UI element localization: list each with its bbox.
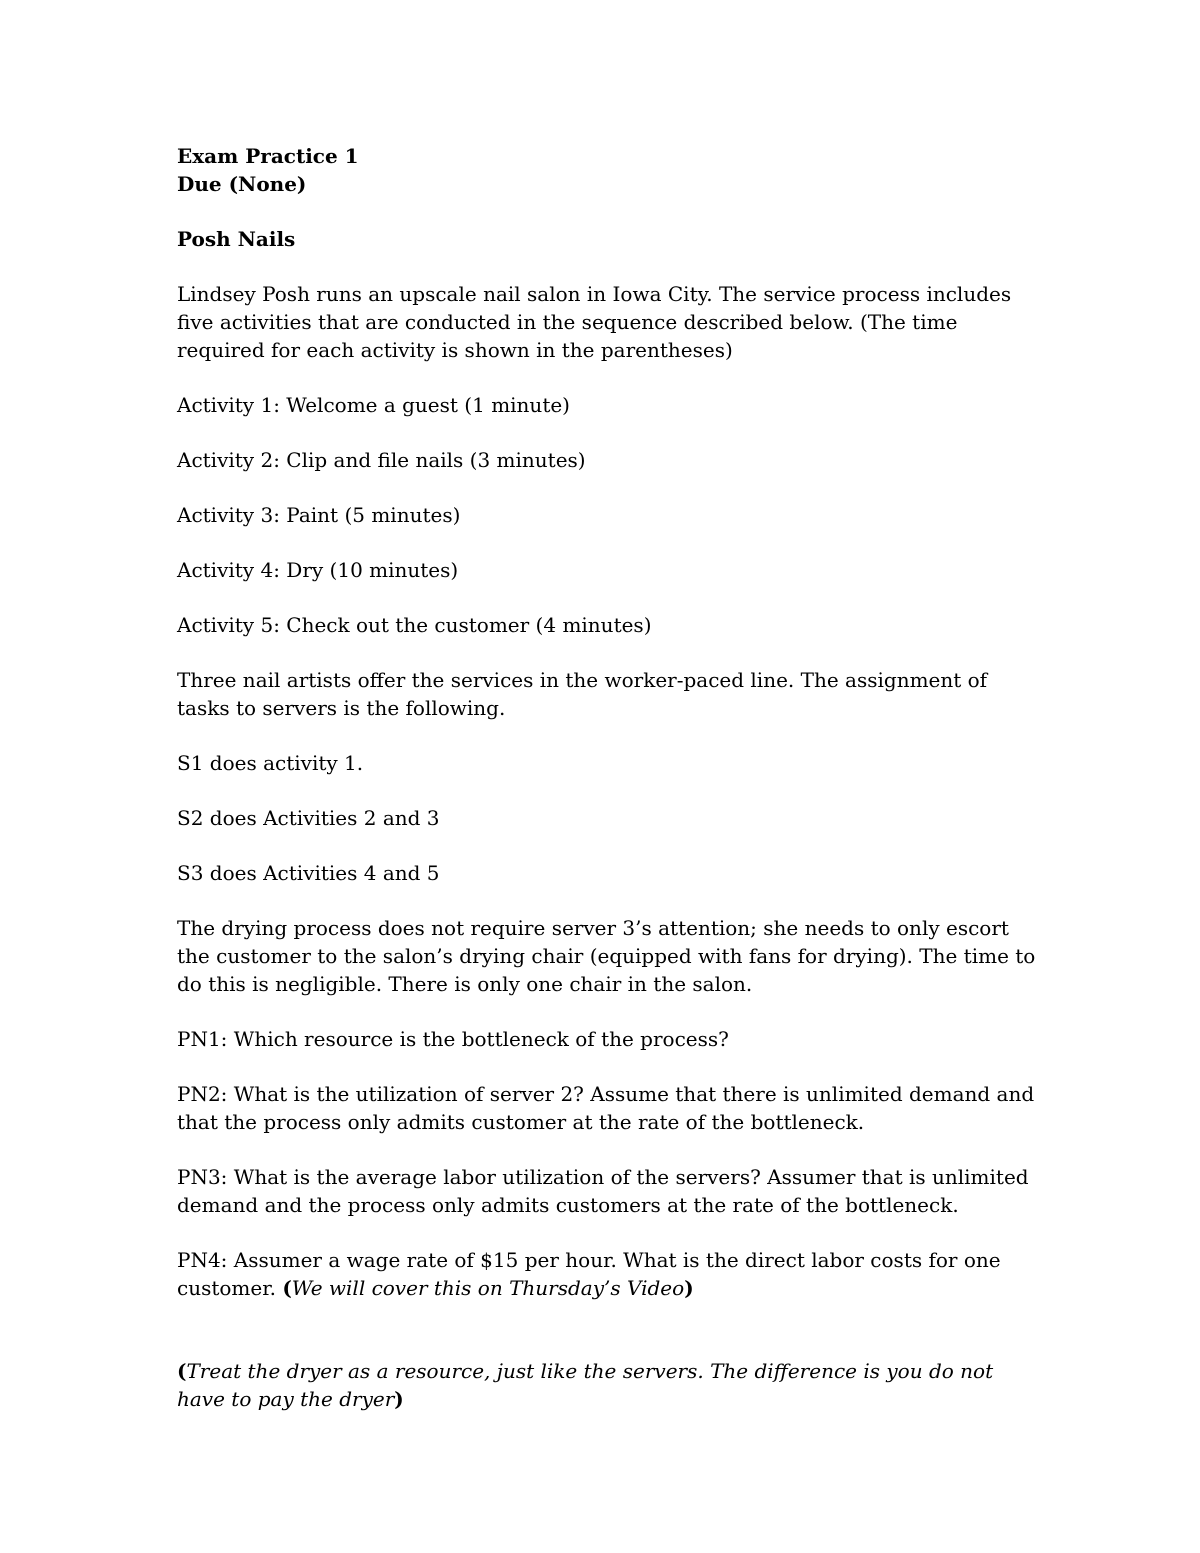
activity-2: Activity 2: Clip and file nails (3 minutes): [177, 448, 586, 472]
activity-3: Activity 3: Paint (5 minutes): [177, 503, 461, 527]
footer-close-paren: ): [394, 1387, 404, 1411]
assignment-s3: S3 does Activities 4 and 5: [177, 861, 440, 885]
question-pn3: PN3: What is the average labor utilization of the servers? Assumer that is unlimited demand and the process only admits customers at the rate of the bottleneck.: [177, 1165, 1029, 1217]
case-title: Posh Nails: [177, 227, 296, 251]
activity-4: Activity 4: Dry (10 minutes): [177, 558, 459, 582]
intro-paragraph: Lindsey Posh runs an upscale nail salon in Iowa City. The service process includes five activities that are conducted in the sequence described below. (The time required for each activity is shown in the parentheses): [177, 282, 1012, 362]
due-line: Due (None): [177, 172, 307, 196]
assignment-s2: S2 does Activities 2 and 3: [177, 806, 440, 830]
document-title: Exam Practice 1: [177, 144, 359, 168]
assignment-s1: S1 does activity 1.: [177, 751, 364, 775]
question-pn4: [177, 1246, 1037, 1302]
document-body: [177, 142, 1037, 1440]
footer-open-paren: (: [177, 1359, 187, 1383]
assignment-intro: Three nail artists offer the services in the worker-paced line. The assignment of tasks to servers is the following.: [177, 668, 988, 720]
blank-line: [177, 1329, 1037, 1357]
pn4-open-paren: (: [282, 1276, 292, 1300]
activity-5: Activity 5: Check out the customer (4 minutes): [177, 613, 652, 637]
footer-italic-note: Treat the dryer as a resource, just like the servers. The difference is you do not have to pay the dryer: [177, 1359, 994, 1411]
footer-note: [177, 1357, 1037, 1413]
pn4-italic-note: We will cover this on Thursday’s Video: [291, 1276, 685, 1300]
pn4-text: PN4: Assumer a wage rate of $15 per hour. What is the direct labor costs for one customer.: [177, 1248, 1001, 1300]
drying-note: The drying process does not require server 3’s attention; she needs to only escort the customer to the salon’s drying chair (equipped with fans for drying). The time to do this is negligible. There is only one chair in the salon.: [177, 916, 1036, 996]
question-pn2: PN2: What is the utilization of server 2? Assume that there is unlimited demand and that the process only admits customer at the rate of the bottleneck.: [177, 1082, 1035, 1134]
question-pn1: PN1: Which resource is the bottleneck of the process?: [177, 1027, 729, 1051]
activity-1: Activity 1: Welcome a guest (1 minute): [177, 393, 570, 417]
pn4-close-paren: ): [684, 1276, 694, 1300]
